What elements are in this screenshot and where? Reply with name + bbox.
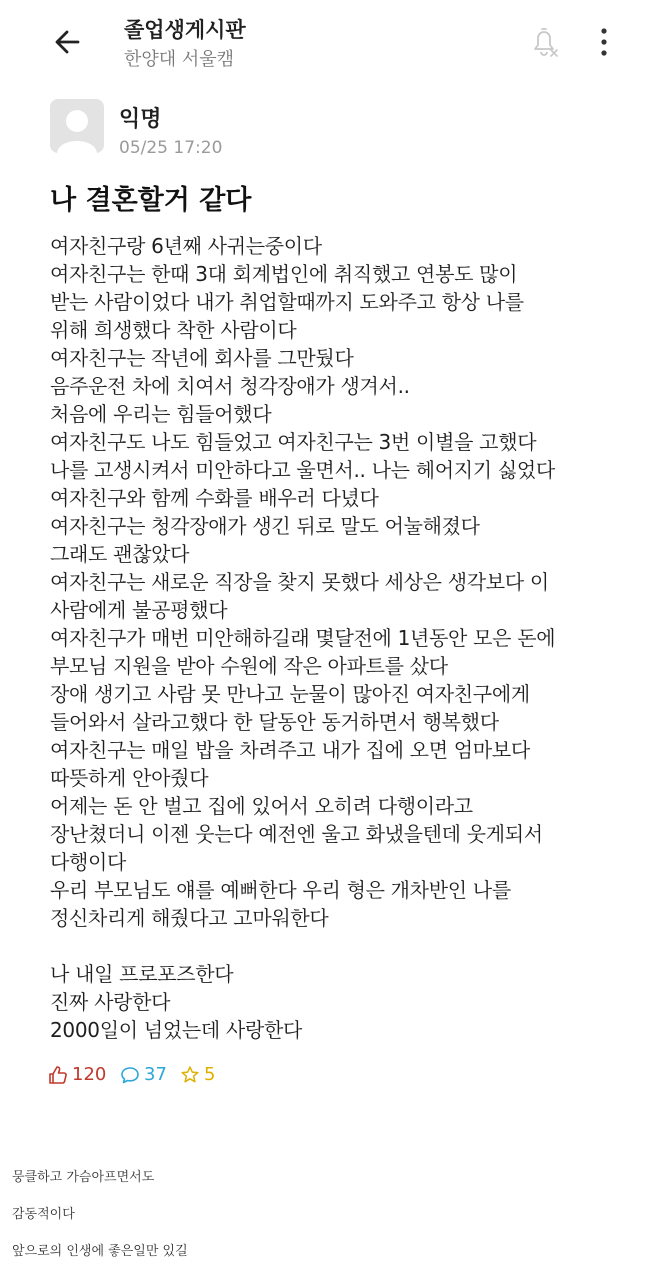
star-icon: [180, 1065, 200, 1085]
scrap-count-value: 5: [204, 1064, 216, 1085]
post-line-blank: [50, 932, 640, 960]
post-line: 여자친구는 청각장애가 생긴 뒤로 말도 어눌해졌다: [50, 514, 480, 538]
post-line: 여자친구가 매번 미안해하길래 몇달전에 1년동안 모은 돈에: [50, 626, 556, 650]
post-line: 들어와서 살라고했다 한 달동안 동거하면서 행복했다: [50, 710, 499, 734]
more-vertical-icon[interactable]: [590, 24, 618, 60]
post-line: 장난쳤더니 이젠 웃는다 예전엔 울고 화냈을텐데 웃게되서: [50, 822, 543, 846]
comment-icon: [120, 1065, 140, 1085]
post-line: 음주운전 차에 치여서 청각장애가 생겨서..: [50, 374, 410, 398]
post-line: 진짜 사랑한다: [50, 990, 171, 1014]
post-line: 우리 부모님도 얘를 예뻐한다 우리 형은 개차반인 나를: [50, 878, 511, 902]
post-line: 받는 사람이었다 내가 취업할때까지 도와주고 항상 나를: [50, 290, 524, 314]
post-line: 나 내일 프로포즈한다: [50, 962, 234, 986]
post-line: 여자친구는 매일 밥을 차려주고 내가 집에 오면 엄마보다: [50, 738, 530, 762]
post-line: 여자친구도 나도 힘들었고 여자친구는 3번 이별을 고했다: [50, 430, 537, 454]
post-line: 여자친구는 새로운 직장을 찾지 못했다 세상은 생각보다 이: [50, 570, 549, 594]
comment-count: [120, 1064, 167, 1085]
board-subtitle: 한양대 서울캠: [124, 49, 235, 70]
board-title: 졸업생게시판: [124, 18, 246, 42]
post-line: 여자친구는 한때 3대 회계법인에 취직했고 연봉도 많이: [50, 262, 518, 286]
post-line: 정신차리게 해줬다고 고마워한다: [50, 906, 329, 930]
comment-count-value: 37: [144, 1064, 167, 1085]
post-body: [50, 232, 640, 1044]
post-line: 부모님 지원을 받아 수원에 작은 아파트를 샀다: [50, 654, 448, 678]
post-line: 어제는 돈 안 벌고 집에 있어서 오히려 다행이라고: [50, 794, 473, 818]
post-date: 05/25 17:20: [119, 138, 223, 158]
post-line: 나를 고생시켜서 미안하다고 울면서.. 나는 헤어지기 싫었다: [50, 458, 555, 482]
default-avatar-icon: [50, 99, 104, 153]
bell-off-icon[interactable]: [526, 24, 562, 60]
post-line: 여자친구랑 6년째 사귀는중이다: [50, 234, 322, 258]
comment-text: 앞으로의 인생에 좋은일만 있길: [12, 1244, 188, 1259]
post-line: 처음에 우리는 힘들어했다: [50, 402, 272, 426]
scrap-count[interactable]: [180, 1064, 215, 1085]
thumbs-up-icon: [48, 1065, 68, 1085]
post-line: 따뜻하게 안아줬다: [50, 766, 209, 790]
post-line: 사람에게 불공평했다: [50, 598, 228, 622]
like-count[interactable]: [48, 1064, 106, 1085]
post-line: 여자친구와 함께 수화를 배우러 다녔다: [50, 486, 379, 510]
post-line: 그래도 괜찮았다: [50, 542, 190, 566]
comment-text: 감동적이다: [12, 1207, 75, 1222]
post-line: 장애 생기고 사람 못 만나고 눈물이 많아진 여자친구에게: [50, 682, 530, 706]
back-arrow-icon[interactable]: [48, 24, 88, 60]
post-line: 여자친구는 작년에 회사를 그만뒀다: [50, 346, 354, 370]
like-count-value: 120: [72, 1064, 107, 1085]
post-line: 다행이다: [50, 850, 127, 874]
comment-list: [12, 1168, 188, 1279]
post-author: 익명: [119, 107, 162, 132]
post-line: 2000일이 넘었는데 사랑한다: [50, 1018, 303, 1042]
post-title: 나 결혼할거 같다: [50, 185, 252, 216]
comment-text: 뭉클하고 가슴아프면서도: [12, 1170, 155, 1185]
post-line: 위해 희생했다 착한 사람이다: [50, 318, 297, 342]
app-header: [0, 0, 652, 82]
